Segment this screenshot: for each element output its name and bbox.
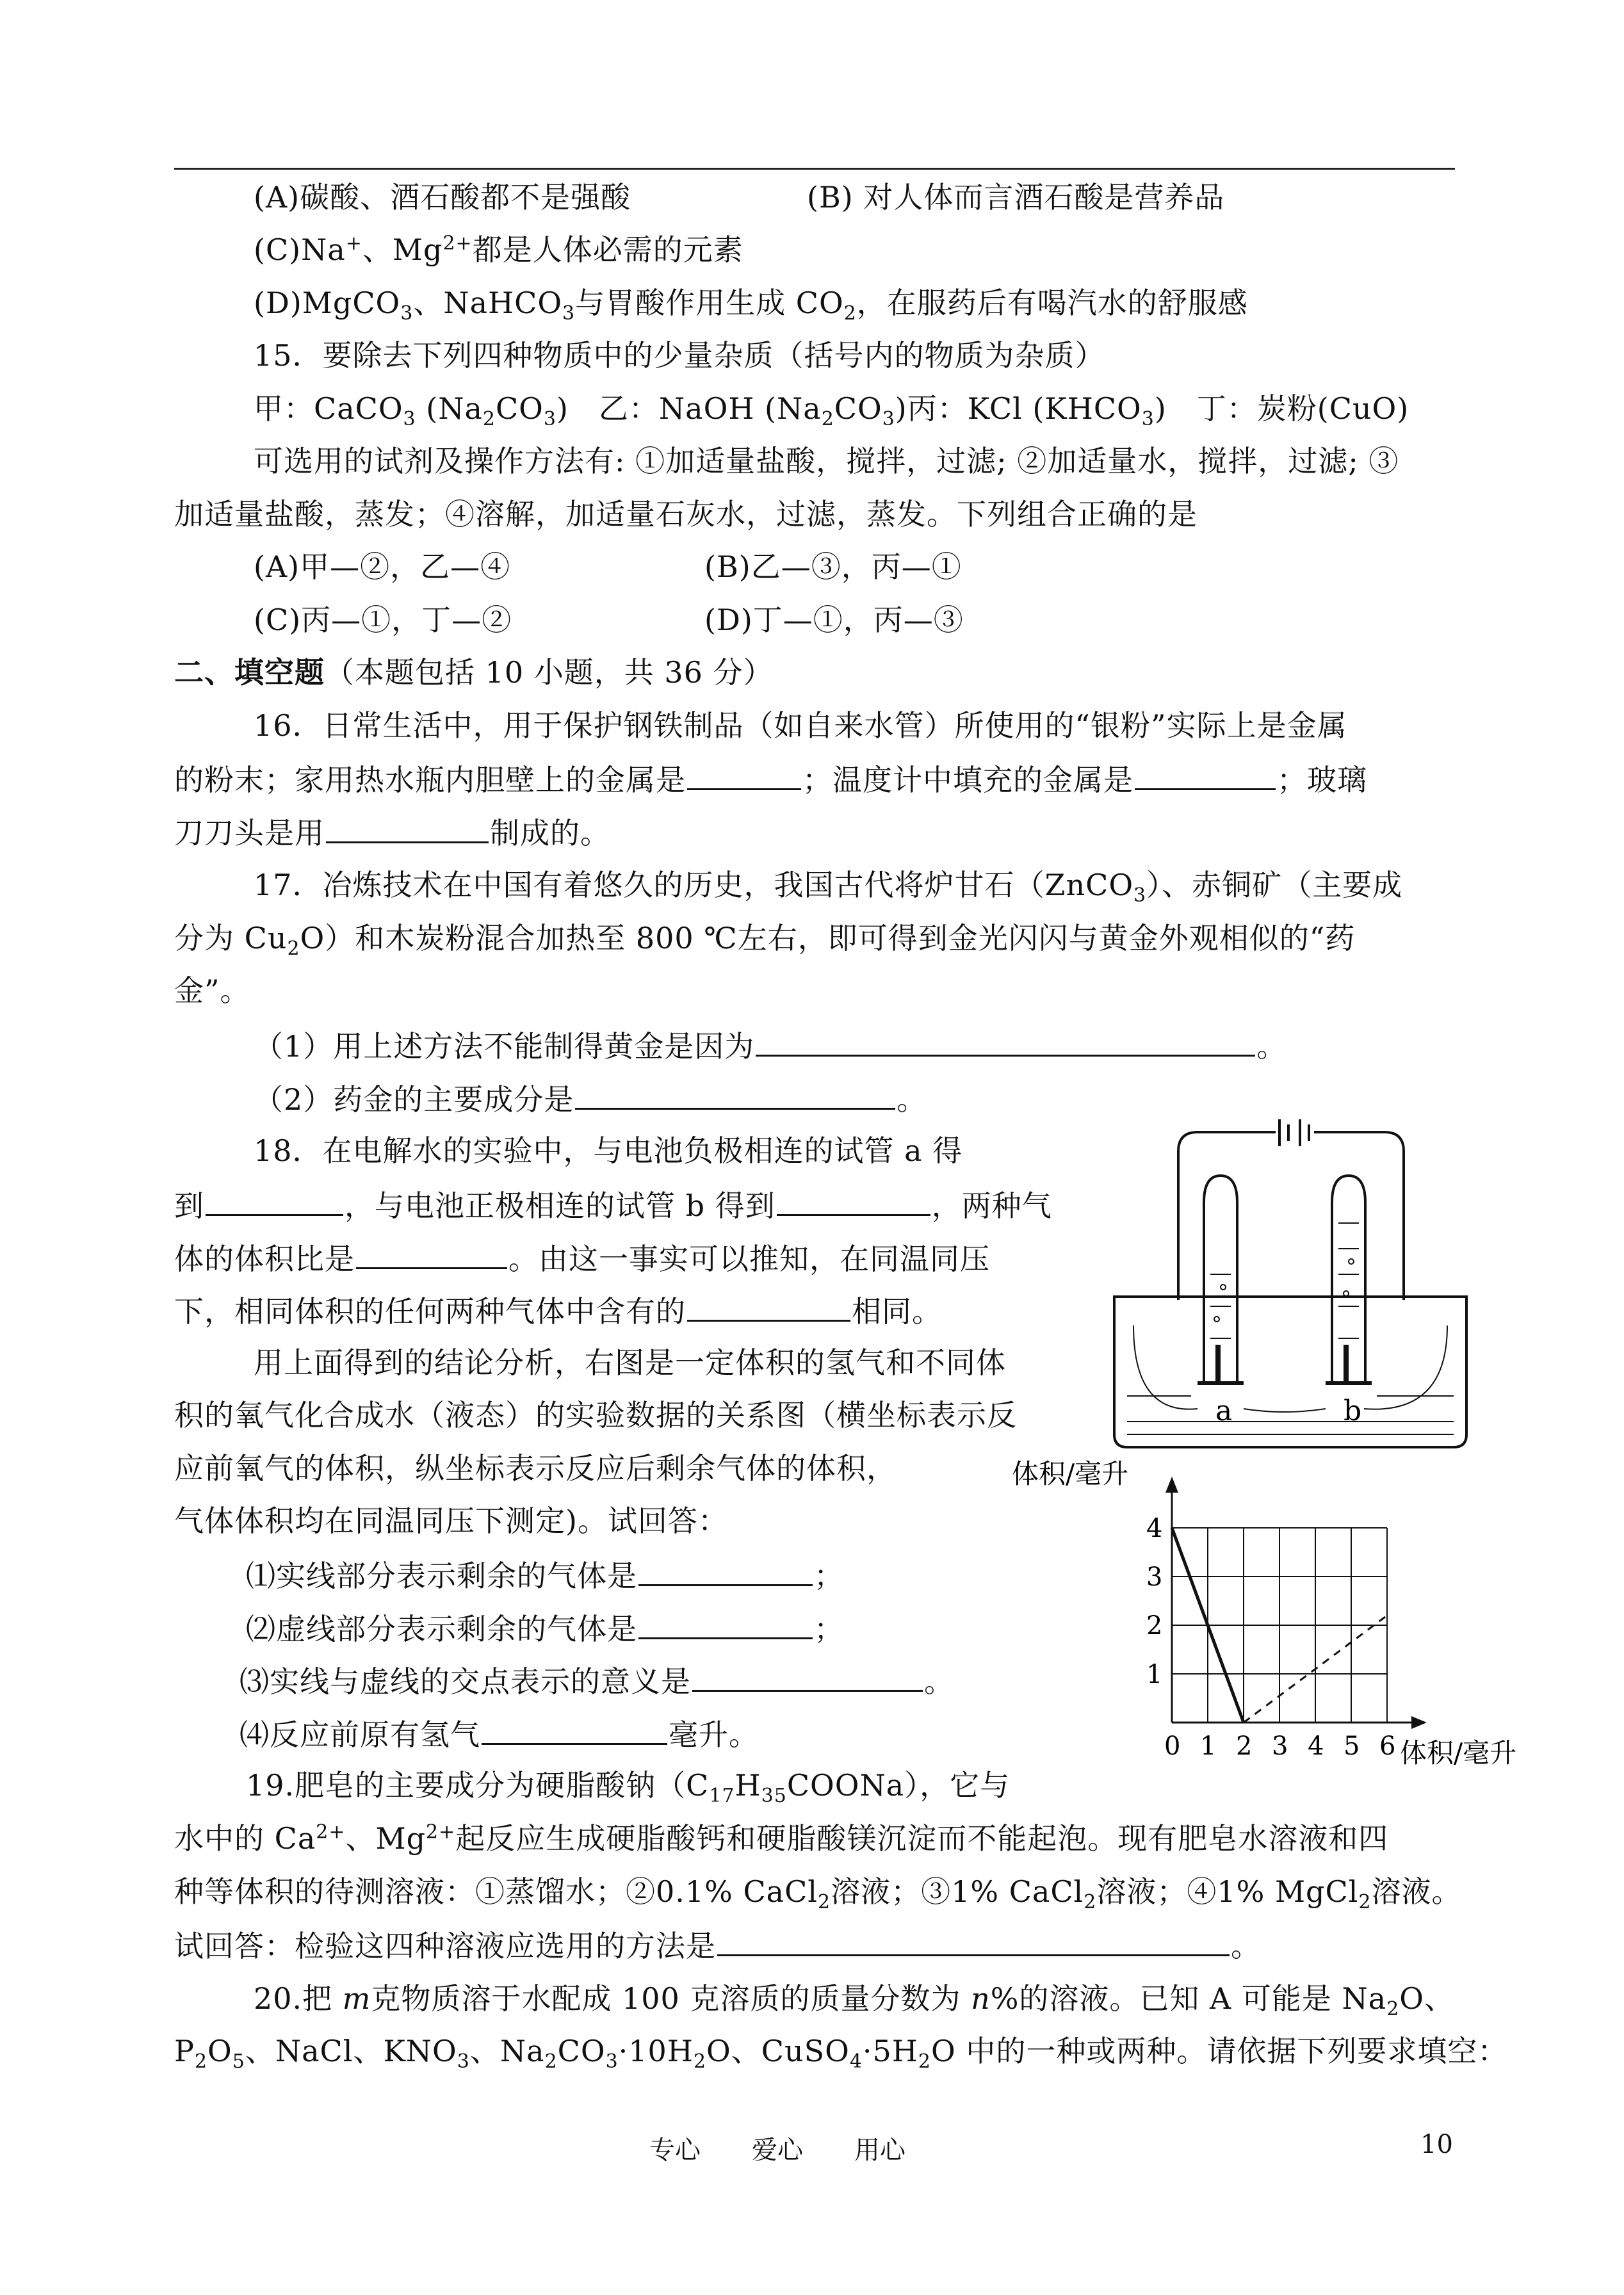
q17-blank-2[interactable]	[575, 1078, 895, 1110]
q18-blank-2[interactable]	[777, 1185, 930, 1216]
q18-line5: 用上面得到的结论分析，右图是一定体积的氢气和不同体	[254, 1345, 1006, 1380]
q20-line1: 20.把 m克物质溶于水配成 100 克溶质的质量分数为 n%的溶液。已知 A 可能是 $Na_2O$、	[254, 1981, 1455, 2021]
tube-a-label: a	[1215, 1395, 1233, 1427]
q17-sub1: （1）用上述方法不能制得黄金是因为 。	[254, 1025, 1287, 1066]
q16-line1: 16．日常生活中，用于保护钢铁制品（如自来水管）所使用的“银粉”实际上是金属	[254, 708, 1347, 743]
q18-blank-4[interactable]	[687, 1290, 850, 1322]
q18-line8: 气体体积均在同温同压下测定)。试回答：	[174, 1504, 728, 1538]
q14-option-c: (C)Na+、$Mg^{2+}$都是人体必需的元素	[254, 232, 743, 267]
q15-items: 甲：CaCO$_3$ $(Na_2CO_3)$ 乙：NaOH $(Na_2CO_3)$丙：KCl $(KHCO_3)$ 丁：炭粉(CuO)	[254, 391, 1409, 431]
q16-line3: 刀刀头是用 制成的。	[174, 812, 610, 852]
y-tick-label: 3	[1146, 1562, 1163, 1592]
q16-blank-1[interactable]	[687, 759, 801, 790]
page-number: 10	[1420, 2130, 1453, 2159]
q14-option-a: (A)碳酸、酒石酸都不是强酸	[254, 180, 631, 215]
q19-blank-1[interactable]	[717, 1925, 1230, 1956]
q16-blank-2[interactable]	[1135, 759, 1276, 790]
q18-blank-8[interactable]	[482, 1714, 667, 1745]
q15-methods-line2: 加适量盐酸，蒸发；④溶解，加适量石灰水，过滤，蒸发。下列组合正确的是	[174, 497, 1198, 531]
x-axis-arrow	[1411, 1716, 1427, 1729]
y-tick-label: 4	[1146, 1514, 1163, 1543]
q14-option-b: (B) 对人体而言酒石酸是营养品	[807, 180, 1225, 215]
q17-line2: 分为 $Cu_2O$）和木炭粉混合加热至 800 ℃左右，即可得到金光闪闪与黄金外观相似的“药	[174, 921, 1356, 961]
x-tick-label: 4	[1308, 1731, 1324, 1761]
x-tick-label: 6	[1379, 1731, 1396, 1761]
q18-line4: 下，相同体积的任何两种气体中含有的 相同。	[174, 1290, 942, 1331]
q20-line2: $P_2O_5$、NaCl、$KNO_3$、$Na_2CO_3\cdot 10H_2O$、$CuSO_4\cdot 5H_2O$ 中的一种或两种。请依据下列要求填空：	[174, 2034, 1508, 2073]
q14-option-d: (D)MgCO$_3$、NaHCO$_3$与胃酸作用生成 $CO_2$，在服药后有喝汽水的舒服感	[254, 286, 1248, 325]
q17-blank-1[interactable]	[756, 1025, 1255, 1057]
q15-stem: 15．要除去下列四种物质中的少量杂质（括号内的物质为杂质）	[254, 338, 1105, 373]
q19-line4: 试回答：检验这四种溶液应选用的方法是 。	[174, 1925, 1261, 1965]
q18-blank-5[interactable]	[638, 1555, 813, 1586]
section-title: 二、填空题（本题包括 10 小题，共 36 分）	[174, 655, 774, 690]
q18-blank-7[interactable]	[692, 1660, 923, 1692]
q18-line7: 应前氧气的体积，纵坐标表示反应后剩余气体的体积，	[174, 1451, 897, 1486]
q15-option-a: (A)甲—②，乙—④	[254, 549, 511, 584]
q19-line3: 种等体积的待测溶液：①蒸馏水；②0.1% CaCl$_2$溶液；③1% CaCl$_2$溶液；④1% MgCl$_2$溶液。	[174, 1874, 1462, 1914]
q17-sub2: （2）药金的主要成分是 。	[254, 1078, 927, 1119]
x-tick-label: 3	[1272, 1731, 1288, 1761]
q19-line2: 水中的 $Ca^{2+}$、$Mg^{2+}$起反应生成硬脂酸钙和硬脂酸镁沉淀而不能起泡。现有肥皂水溶液和四	[174, 1821, 1389, 1856]
x-axis-label: 体积/毫升	[1400, 1737, 1517, 1769]
header-rule	[174, 168, 1455, 170]
q18-line3: 体的体积比是 。由这一事实可以推知，在同温同压	[174, 1238, 990, 1278]
x-tick-label: 1	[1200, 1731, 1217, 1761]
q16-line2: 的粉末；家用热水瓶内胆壁上的金属是 ；温度计中填充的金属是 ；玻璃	[174, 759, 1367, 799]
x-tick-label: 2	[1236, 1731, 1253, 1761]
q18-sub2: ⑵虚线部分表示剩余的气体是 ；	[246, 1608, 844, 1648]
x-tick-label: 0	[1164, 1731, 1181, 1761]
q18-blank-3[interactable]	[356, 1238, 507, 1269]
q17-line3: 金”。	[174, 973, 250, 1008]
y-tick-label: 1	[1146, 1660, 1163, 1689]
electrolysis-apparatus	[1108, 1114, 1479, 1460]
gas-volume-chart	[999, 1454, 1517, 1774]
q18-sub4: ⑷反应前原有氢气 毫升。	[240, 1714, 759, 1754]
y-tick-label: 2	[1146, 1611, 1163, 1641]
q15-option-b: (B)乙—③，丙—①	[704, 549, 962, 584]
q15-option-c: (C)丙—①，丁—②	[254, 603, 512, 637]
q18-sub3: ⑶实线与虚线的交点表示的意义是 。	[240, 1660, 954, 1701]
q17-line1: 17．冶炼技术在中国有着悠久的历史，我国古代将炉甘石（ZnCO$_3$）、赤铜矿（主要成	[254, 868, 1403, 907]
q15-option-d: (D)丁—①，丙—③	[704, 603, 964, 637]
y-axis-arrow	[1165, 1477, 1178, 1493]
water-trough	[1114, 1297, 1466, 1447]
q19-line1: 19.肥皂的主要成分为硬脂酸钠$(C_{17}H_{35}COONa)$，它与	[246, 1768, 1011, 1808]
q18-sub1: ⑴实线部分表示剩余的气体是 ；	[246, 1555, 844, 1595]
q18-line2: 到 ，与电池正极相连的试管 b 得到 ，两种气	[174, 1185, 1052, 1225]
footer-motto: 专心 爱心 用心	[649, 2136, 905, 2165]
q18-blank-1[interactable]	[206, 1185, 343, 1216]
y-axis-label: 体积/毫升	[1012, 1458, 1129, 1489]
q16-blank-3[interactable]	[326, 812, 489, 843]
q18-blank-6[interactable]	[638, 1608, 813, 1639]
tube-b-label: b	[1344, 1395, 1362, 1427]
q18-line1: 18．在电解水的实验中，与电池负极相连的试管 a 得	[254, 1133, 963, 1168]
q18-line6: 积的氧气化合成水（液态）的实验数据的关系图（横坐标表示反	[174, 1398, 1017, 1432]
q15-methods-line1: 可选用的试剂及操作方法有: ①加适量盐酸，搅拌，过滤; ②加适量水，搅拌，过滤; ③	[254, 444, 1399, 478]
x-tick-label: 5	[1344, 1731, 1360, 1761]
